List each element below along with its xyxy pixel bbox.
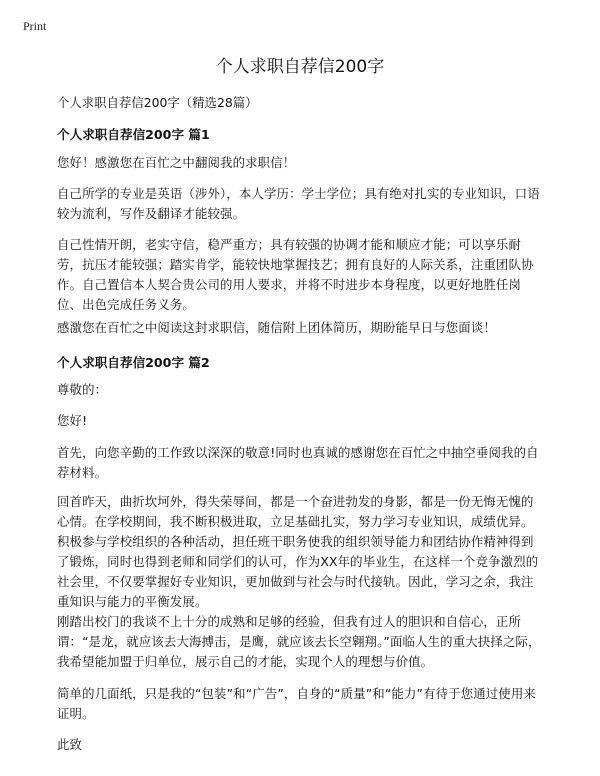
section-heading-2: 个人求职自荐信200字 篇2	[57, 355, 210, 370]
page-title: 个人求职自荐信200字	[215, 57, 385, 77]
paragraph: 自己性情开朗，老实守信，稳严重方；具有较强的协调才能和顺应才能；可以享乐耐劳，抗压才能较强；踏实肯学，能较快地掌握技艺；拥有良好的人际关系，注重团队协作。自己置信本人契合贵公司的用人要求，并将不时进步本身程度，以更好地胜任岗位、出色完成任务义务。	[57, 237, 534, 312]
paragraph: 首先，向您辛勤的工作致以深深的敬意!同时也真诚的感谢您在百忙之中抽空垂阅我的自荐材料。	[57, 445, 539, 480]
paragraph: 尊敬的：	[57, 382, 108, 397]
section-heading-1: 个人求职自荐信200字 篇1	[57, 127, 210, 142]
paragraph: 您好！感激您在百忙之中翻阅我的求职信！	[57, 155, 296, 170]
paragraph: 自己所学的专业是英语（涉外），本人学历：学士学位；具有绝对扎实的专业知识，口语较为流利，写作及翻译才能较强。	[57, 186, 540, 221]
document-subtitle: 个人求职自荐信200字（精选28篇）	[57, 95, 258, 110]
print-link[interactable]: Print	[23, 19, 47, 33]
paragraph: 您好!	[57, 413, 88, 428]
paragraph: 此致	[57, 737, 83, 752]
paragraph: 简单的几面纸，只是我的“包装”和“广告”，自身的“质量”和“能力”有待于您通过使用来证明。	[57, 686, 536, 721]
paragraph: 回首昨天，曲折坎坷外，得失荣辱间，都是一个奋进勃发的身影，都是一份无悔无愧的心情。在学校期间，我不断积极进取，立足基础扎实，努力学习专业知识，成绩优异。积极参与学校组织的各种活动，担任班干职务使我的组织领导能力和团结协作精神得到了锻炼，同时也得到老师和同学们的认可，作为XX年的毕业生，在这样一个竞争激烈的社会里，不仅要掌握好专业知识，更加做到与社会与时代接轨。因此，学习之余，我注重知识与能力的平衡发展。	[57, 494, 539, 609]
paragraph: 刚踏出校门的我谈不上十分的成熟和足够的经验，但我有过人的胆识和自信心，正所谓：“是龙，就应该去大海搏击，是鹰，就应该去长空翱翔。”面临人生的重大抉择之际，我希望能加盟于归单位，展示自己的才能，实现个人的理想与价值。	[57, 614, 541, 669]
paragraph: 感激您在百忙之中阅读这封求职信，随信附上团体简历，期盼能早日与您面谈！	[57, 320, 496, 335]
